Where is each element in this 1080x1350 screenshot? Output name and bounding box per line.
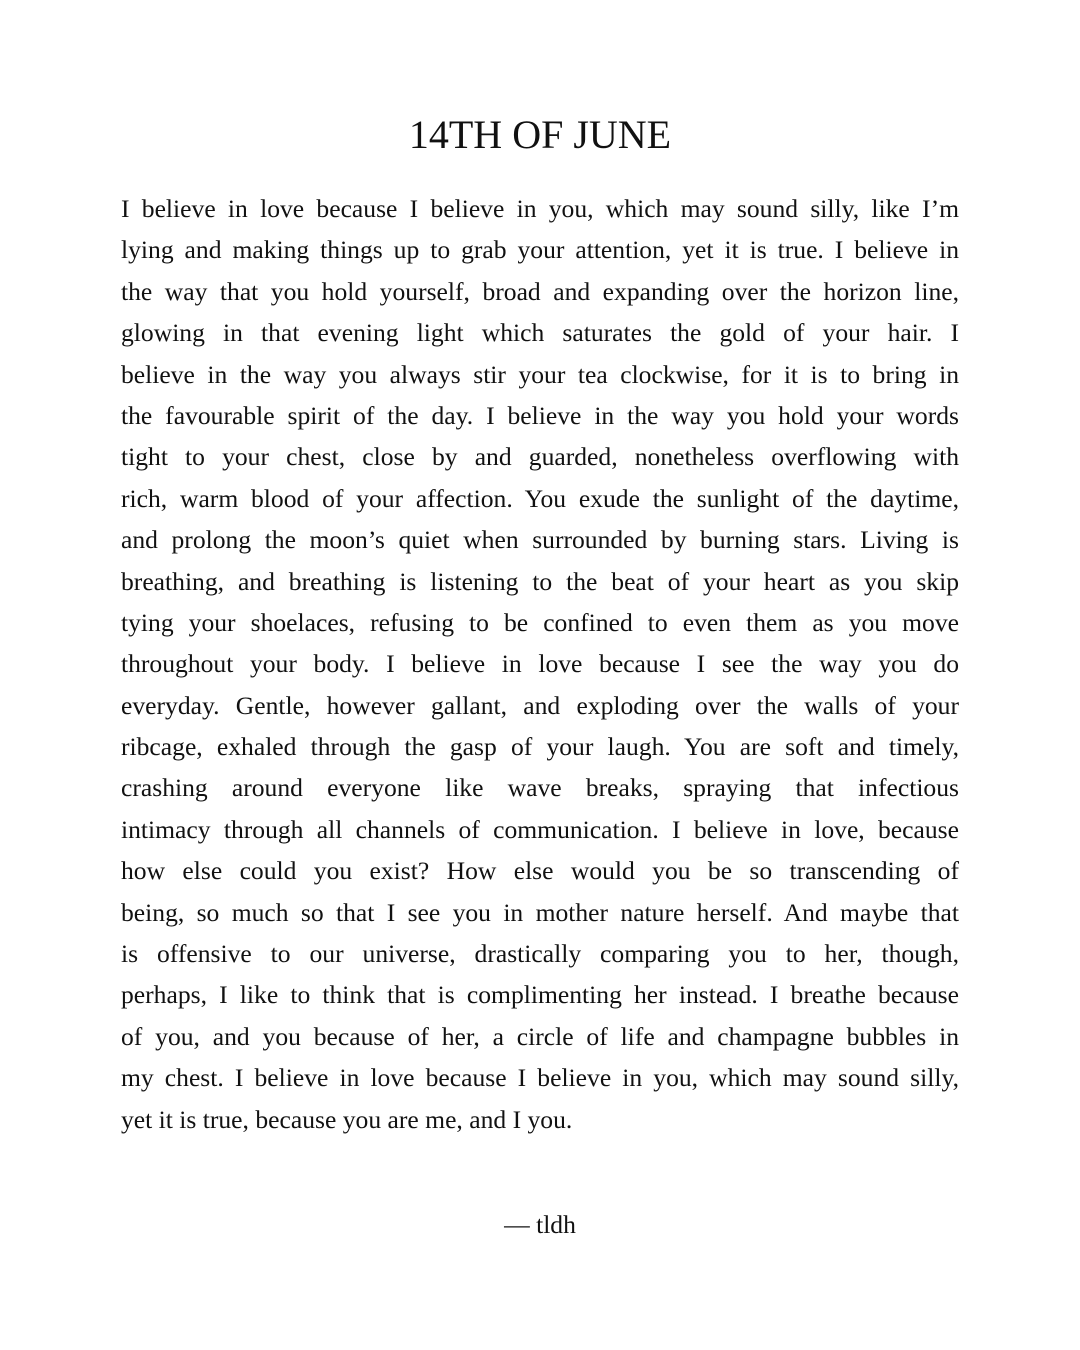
line-text: my chest. I believe in love because I believe in you, which may sound silly, <box>121 1063 959 1093</box>
line-text: How else would you be so transcending of <box>429 856 959 886</box>
poem-line <box>121 602 959 643</box>
line-text: which may sound silly, like I’m <box>593 194 959 223</box>
poem-line <box>121 726 959 767</box>
line-text: tying your shoelaces, refusing to be confined to even them as you move <box>121 607 959 637</box>
poem-line <box>121 974 959 1015</box>
line-text: the favourable spirit of the day. I believe in the way you hold your words <box>121 400 959 430</box>
line-text: breathing, and breathing is listening to the beat of your heart as you skip <box>121 566 959 596</box>
line-text: crashing around everyone like wave breaks, spraying that infectious <box>121 773 959 803</box>
line-text: rich, warm blood of your affection. <box>121 483 525 513</box>
poem-line <box>121 1099 959 1140</box>
line-text: is offensive to our universe, drastically comparing you to her, though, <box>121 939 959 969</box>
poem-line <box>121 436 959 477</box>
poem-line <box>121 271 959 312</box>
line-text: throughout your body. I believe in love because I see the way you do <box>121 649 959 679</box>
line-text: intimacy through all channels of communication. <box>121 814 673 844</box>
line-text: lying and making things up to grab your attention, yet it is true. I believe in <box>121 235 959 265</box>
line-text: the way that you hold yourself, broad and expanding over the horizon line, <box>121 276 959 306</box>
line-text: of you, and you because of her, a circle of life and champagne bubbles in <box>121 1021 959 1051</box>
poem-line <box>121 395 959 436</box>
line-text: everyday. Gentle, however gallant, and exploding over the walls of your <box>121 690 959 720</box>
poem-line <box>121 809 959 850</box>
line-text: yet it is true, <box>121 1104 256 1134</box>
poem-line <box>121 685 959 726</box>
signature: — tldh <box>504 1210 576 1239</box>
poem-line <box>121 561 959 602</box>
highlighted-phrase: how else could you exist? <box>121 856 430 886</box>
poem-line <box>121 312 959 353</box>
poem-line <box>121 1057 959 1098</box>
poem-line <box>121 188 959 229</box>
poem-line <box>121 850 959 891</box>
line-text: perhaps, I like to think that is complimenting her instead. I breathe because <box>121 980 959 1010</box>
poem-line <box>121 229 959 270</box>
poem-title: 14TH OF JUNE <box>408 112 672 157</box>
line-text: Living is <box>846 525 959 555</box>
poem-line <box>121 643 959 684</box>
line-text: ribcage, exhaled through the gasp of your laugh. You are soft and timely, <box>121 732 959 762</box>
poem-line <box>121 892 959 933</box>
highlighted-phrase: stir your tea clockwise, <box>473 359 729 389</box>
poem-line <box>121 933 959 974</box>
poem-line <box>121 519 959 560</box>
line-text: glowing in that evening light which saturates the gold of your hair. I <box>121 318 959 348</box>
highlighted-phrase: I believe in love because I believe in you, <box>121 194 594 223</box>
highlighted-phrase: I believe in love, because <box>672 814 959 844</box>
highlighted-phrase: because you are me, and I you. <box>255 1104 573 1134</box>
line-text: believe in the way you always <box>121 359 474 389</box>
poem-line <box>121 354 959 395</box>
poem-line <box>121 478 959 519</box>
line-text: being, so much so that I see you in mother nature herself. And maybe that <box>121 897 959 927</box>
line-text: for it is to bring in <box>728 359 959 389</box>
poem-body <box>121 188 959 1140</box>
highlighted-phrase: You exude the sunlight of the daytime, <box>524 483 959 513</box>
poem-line <box>121 767 959 808</box>
highlighted-phrase: and prolong the moon’s quiet when surrounded by burning stars. <box>121 525 847 555</box>
line-text: tight to your chest, close by and guarded, nonetheless overflowing with <box>121 442 959 472</box>
poem-line <box>121 1016 959 1057</box>
